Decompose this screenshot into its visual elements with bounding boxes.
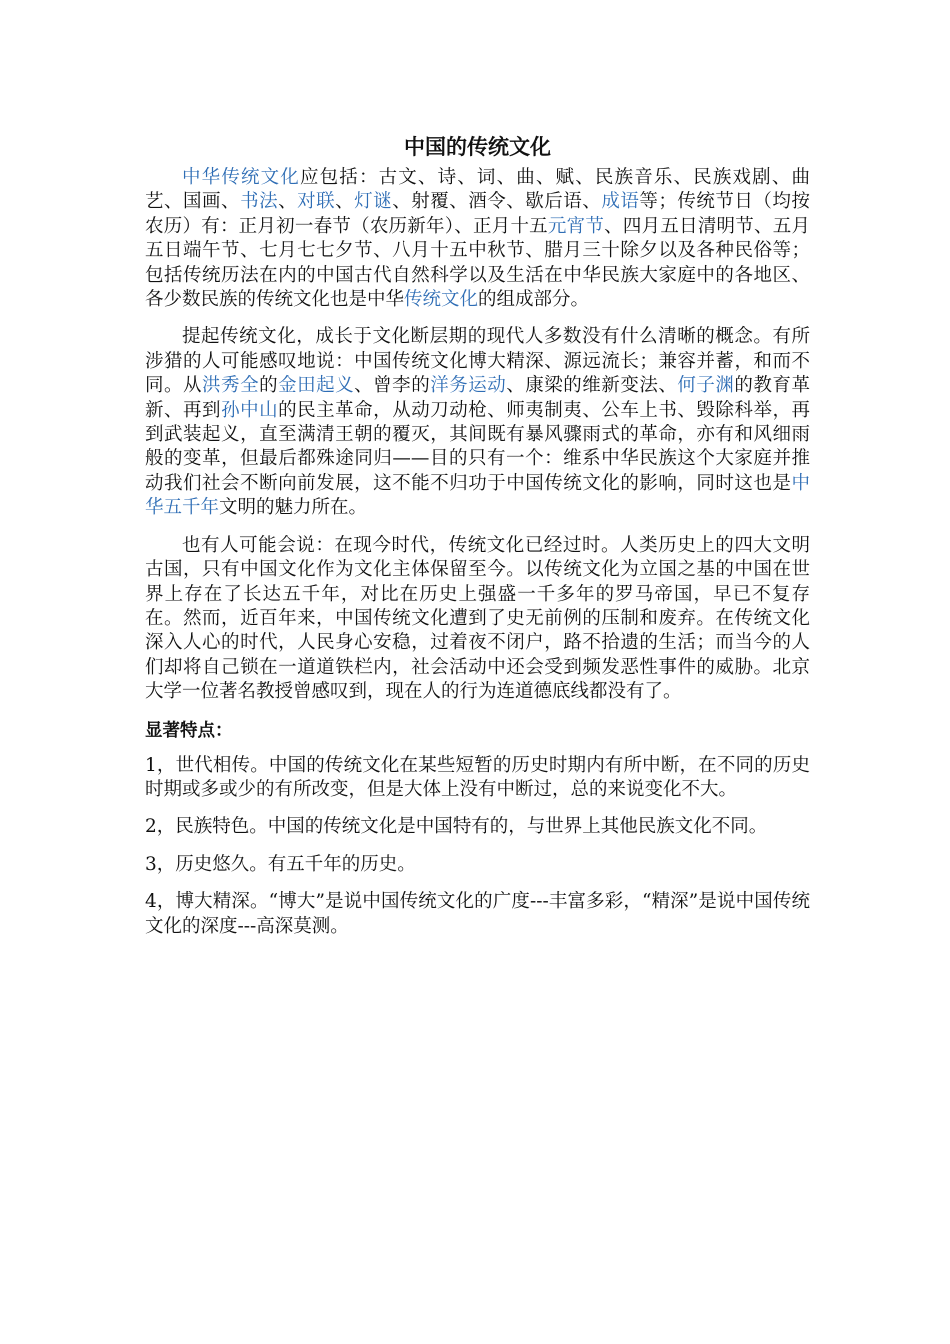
paragraph-intro xyxy=(145,166,810,312)
feature-item-2: 2，民族特色。中国的传统文化是中国特有的，与世界上其他民族文化不同。 xyxy=(145,816,768,838)
document-title: 中国的传统文化 xyxy=(404,135,551,159)
inline-link[interactable]: 成语 xyxy=(601,191,640,213)
inline-link[interactable]: 书法 xyxy=(240,191,279,213)
paragraph-text: 的组成部分。 xyxy=(478,289,590,311)
inline-link[interactable]: 中华五千年 xyxy=(145,472,810,519)
feature-item-4: 4，博大精深。“博大”是说中国传统文化的广度---丰富多彩，“精深”是说中国传统文化的深度---高深莫测。 xyxy=(145,891,810,937)
inline-link[interactable]: 金田起义 xyxy=(278,375,355,397)
paragraph-text: 的教育革新、再到 xyxy=(145,375,810,421)
paragraph-text: 文明的魅力所在。 xyxy=(219,497,368,519)
feature-item-3: 3，历史悠久。有五千年的历史。 xyxy=(145,853,416,875)
inline-link[interactable]: 中华传统文化 xyxy=(182,167,300,188)
inline-link[interactable]: 灯谜 xyxy=(354,191,393,213)
features-heading: 显著特点： xyxy=(145,720,233,741)
inline-link[interactable]: 对联 xyxy=(297,191,336,213)
paragraph-text: 、 xyxy=(335,191,355,213)
paragraph-text: 、曾李的 xyxy=(354,375,431,397)
paragraph-modern: 也有人可能会说：在现今时代，传统文化已经过时。人类历史上的四大文明古国，只有中国文化作为文化主体保留至今。以传统文化为立国之基的中国在世界上存在了长达五千年，对比在历史上强盛一千多年的罗马帝国，早已不复存在。然而，近百年来，中国传统文化遭到了史无前例的压制和废弃。在传统文化深入人心的时代，人民身心安稳，过着夜不闭户，路不拾遗的生活；而当今的人们却将自己锁在一道道铁栏内，社会活动中还会受到频发恶性事件的威胁。北京大学一位著名教授曾感叹到，现在人的行为连道德底线都没有了。 xyxy=(145,534,810,703)
inline-link[interactable]: 传统文化 xyxy=(404,289,479,311)
feature-item-1: 1，世代相传。中国的传统文化在某些短暂的历史时期内有所中断，在不同的历史时期或多或少的有所改变，但是大体上没有中断过，总的来说变化不大。 xyxy=(145,754,810,800)
paragraph-text: 应包括：古文、诗、词、曲、赋、民族音乐、民族戏剧、曲艺、国画、 xyxy=(145,167,810,213)
inline-link[interactable]: 孙中山 xyxy=(221,399,279,421)
paragraph-history xyxy=(145,325,810,520)
paragraph-text: 、射覆、酒令、歇后语、 xyxy=(392,191,602,213)
paragraph-text: 提起传统文化，成长于文化断层期的现代人多数没有什么清晰的概念。有所涉猎的人可能感叹地说：中国传统文化博大精深、源远流长；兼容并蓄，和而不同。从 xyxy=(145,326,810,397)
inline-link[interactable]: 元宵节 xyxy=(547,215,605,237)
inline-link[interactable]: 洋务运动 xyxy=(430,375,507,397)
paragraph-text: 、四月五日清明节、五月五日端午节、七月七七夕节、八月十五中秋节、腊月三十除夕以及各种民俗等；包括传统历法在内的中国古代自然科学以及生活在中华民族大家庭中的各地区、各少数民族的传统文化也是中华 xyxy=(145,215,810,311)
paragraph-text: 的民主革命，从动刀动枪、师夷制夷、公车上书、毁除科举，再到武装起义，直至满清王朝的覆灭，其间既有暴风骤雨式的革命，亦有和风细雨般的变革，但最后都殊途同归——目的只有一个：维系中华民族这个大家庭并推动我们社会不断向前发展，这不能不归功于中国传统文化的影响，同时这也是 xyxy=(145,399,810,494)
document-page xyxy=(145,132,810,952)
paragraph-text: 、康梁的维新变法、 xyxy=(506,375,678,397)
paragraph-text: 、 xyxy=(278,191,298,213)
paragraph-text: 等；传统节日（均按农历）有：正月初一春节（农历新年）、正月十五 xyxy=(145,191,810,237)
paragraph-text: 的 xyxy=(259,375,279,397)
inline-link[interactable]: 何子渊 xyxy=(677,375,735,397)
inline-link[interactable]: 洪秀全 xyxy=(202,375,260,397)
